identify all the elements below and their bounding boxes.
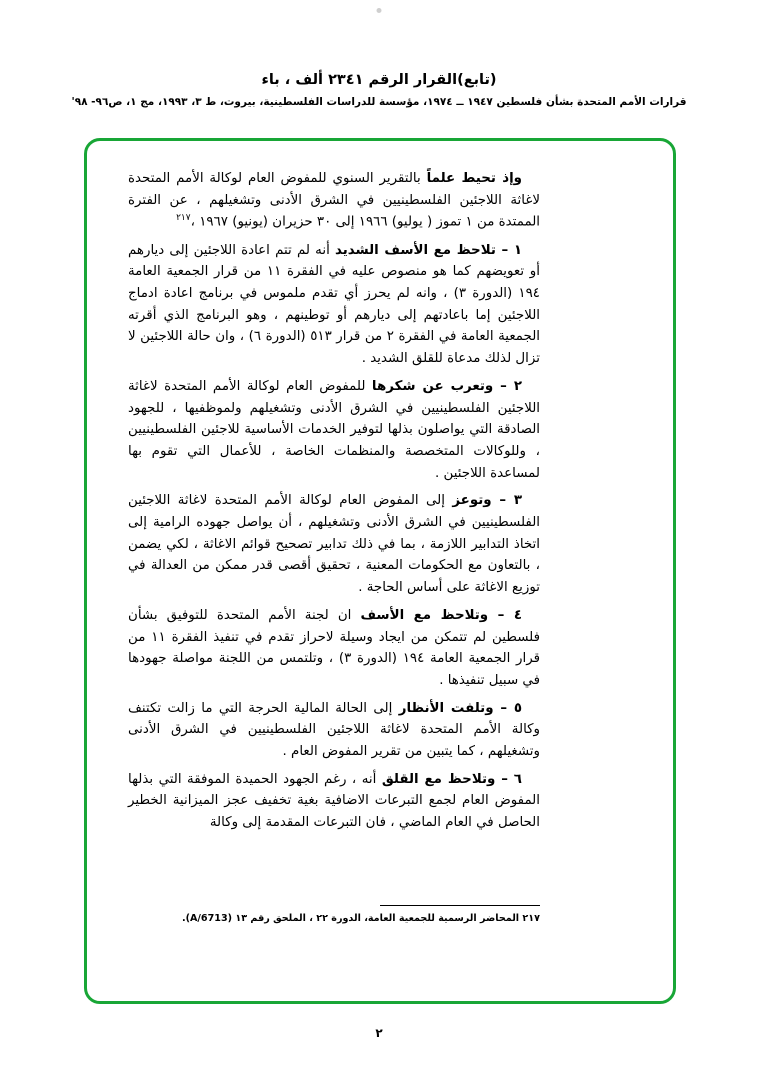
resolution-body: [128, 168, 540, 840]
registration-mark-icon: [377, 8, 382, 13]
paragraph-text: إلى الحالة المالية الحرجة التي ما زالت تكتنف وكالة الأمم المتحدة لاغاثة اللاجئين الفلسطينيين في الشرق الأدنى وتشغيلهم ، كما يتبين من تقرير المفوض العام .: [128, 700, 540, 760]
paragraph-lead: ٦ – وتلاحظ مع القلق: [381, 771, 522, 787]
paragraph-1: [128, 240, 540, 370]
source-citation: قرارات الأمم المتحدة بشأن فلسطين ١٩٤٧ ــ ١٩٧٤، مؤسسة للدراسات الفلسطينية، بيروت، ط ٣، ١٩٩٣، مج ١، ص٩٦- ٩٨': [71, 96, 687, 108]
paragraph-3: [128, 490, 540, 599]
paragraph-4: [128, 605, 540, 692]
footnote-section: [128, 905, 540, 926]
paragraph-lead: ٣ – وتوعز: [452, 493, 522, 509]
paragraph-text: أنه ، رغم الجهود الحميدة الموفقة التي بذلها المفوض العام لجمع التبرعات الاضافية بغية تخفيف عجز الميزانية الخطير الحاصل في العام الماضي ، فان التبرعات المقدمة إلى وكالة: [128, 771, 540, 831]
paragraph-preamble: [128, 168, 540, 234]
paragraph-text: ان لجنة الأمم المتحدة للتوفيق بشأن فلسطين لم تتمكن من ايجاد وسيلة لاحراز تقدم في تنفيذ الفقرة ١١ من قرار الجمعية العامة ١٩٤ (الدورة ٣) ، وتلتمس من اللجنة مواصلة جهودها في سبيل تنفيذها .: [128, 607, 541, 688]
paragraph-lead: ٤ – وتلاحظ مع الأسف: [360, 607, 523, 623]
footnote-text: ٢١٧ المحاضر الرسمية للجمعية العامة، الدورة ٢٢ ، الملحق رقم ١٣ (A/6713).: [181, 913, 540, 924]
footnote-marker: ٢١٧: [176, 213, 191, 224]
document-header: [0, 72, 758, 110]
page-title: (تابع)القرار الرقم ٢٣٤١ ألف ، باء: [261, 72, 497, 88]
paragraph-text: أنه لم تتم اعادة اللاجئين إلى ديارهم أو تعويضهم كما هو منصوص عليه في الفقرة ١١ من قرار الجمعية العامة ١٩٤ (الدورة ٣) ، وانه لم يحرز أي تقدم ملموس في برنامج اعادة ادماج اللاجئين إما باعادتهم إلى ديارهم أو توطينهم ، وهو البرنامج الذي أقرته الجمعية العامة في الفقرة ٢ من قرار ٥١٣ (الدورة ٦) ، وان حالة اللاجئين لا تزال لذلك مدعاة للقلق الشديد .: [128, 242, 540, 367]
paragraph-5: [128, 698, 540, 763]
page-number: ٢: [375, 1026, 383, 1040]
paragraph-lead: وإذ تحيط علماً: [426, 171, 522, 186]
paragraph-6: [128, 769, 540, 834]
paragraph-text: بالتقرير السنوي للمفوض العام لوكالة الأمم المتحدة لاغاثة اللاجئين الفلسطينيين في الشرق الأدنى وتشغيلهم ، عن الفترة الممتدة من ١ تموز ( يوليو) ١٩٦٦ إلى ٣٠ حزيران (يونيو) ١٩٦٧ ،: [128, 171, 540, 230]
paragraph-lead: ٥ – وتلفت الأنظار: [398, 700, 522, 716]
paragraph-text: إلى المفوض العام لوكالة الأمم المتحدة لاغاثة اللاجئين الفلسطينيين في الشرق الأدنى وتشغيلهم ، أن يواصل جهوده الرامية إلى اتخاذ التدابير اللازمة ، بما في ذلك تدابير تصحيح قوائم الاغاثة ، لكي يضمن ، بالتعاون مع الحكومات المعنية ، تحقيق أقصى قدر ممكن من العدالة في توزيع الاغاثة على أساس الحاجة .: [128, 493, 540, 596]
paragraph-lead: ١ – تلاحظ مع الأسف الشديد: [335, 242, 522, 258]
paragraph-text: للمفوض العام لوكالة الأمم المتحدة لاغاثة اللاجئين الفلسطينيين في الشرق الأدنى وتشغيلهم ولموظفيها ، للجهود الصادقة التي يواصلون بذلها لتوفير الخدمات الأساسية للاجئين الفلسطينيين ، وللوكالات المتخصصة والمنظمات الخاصة ، للأعمال التي تقوم بها لمساعدة اللاجئين .: [128, 378, 540, 481]
paragraph-2: [128, 376, 540, 485]
footnote-divider: [380, 905, 540, 906]
paragraph-lead: ٢ – وتعرب عن شكرها: [371, 378, 522, 394]
